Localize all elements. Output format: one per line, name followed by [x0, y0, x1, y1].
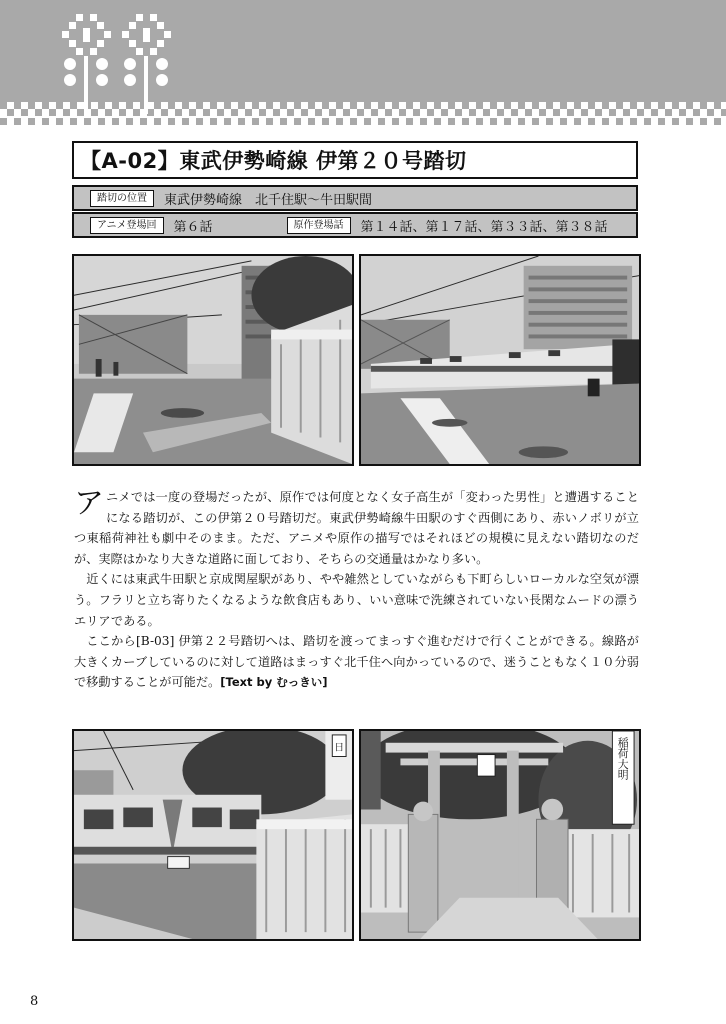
location-value: 東武伊勢崎線 北千住駅〜牛田駅間	[164, 192, 373, 208]
info-row-episodes	[72, 212, 638, 238]
shrine-banner-text: 稲荷大明	[616, 736, 630, 781]
photo-passing-train	[72, 729, 354, 941]
location-label: 踏切の位置	[90, 190, 154, 207]
spot-code: 【A-02】	[80, 149, 180, 173]
drop-cap: ア	[74, 486, 104, 521]
crossing-signal-icon	[62, 14, 174, 114]
photo-shrine-torii	[359, 729, 641, 941]
page-title	[80, 145, 467, 175]
photo-crossing-road	[72, 254, 354, 466]
anime-episode-label: アニメ登場回	[90, 217, 164, 234]
spot-title: 東武伊勢崎線 伊第２０号踏切	[179, 149, 467, 173]
crossing-sign-text: 日	[334, 742, 345, 754]
article-paragraph-1: アニメでは一度の登場だったが、原作では何度となく女子高生が「変わった男性」と遭遇することになる踏切が、この伊第２０号踏切だ。東武伊勢崎線牛田駅のすぐ西側にあり、赤いノボリが立つ東稲荷神社も劇中そのまま。ただ、アニメや原作の描写ではそれほどの規模に見えない踏切なのだが、実際はかなり大きな道路に面しており、そちらの交通量はかなり多い。	[74, 486, 639, 566]
original-episode-value: 第１４話、第１７話、第３３話、第３８話	[360, 219, 608, 235]
title-box	[72, 141, 638, 179]
anime-episode-value: 第６話	[173, 219, 213, 235]
info-row-location	[72, 185, 638, 211]
article-body	[74, 487, 639, 693]
text-credit: [Text by むっきい]	[220, 675, 328, 690]
article-paragraph-2: 近くには東武牛田駅と京成関屋駅があり、やや雑然としていながらも下町らしいローカルな空気が漂う。フラリと立ち寄りたくなるような飲食店もあり、いい意味で洗練されていない長閑なムードの漂うエリアである。	[74, 572, 639, 628]
page-number: 8	[30, 994, 39, 1009]
photo-train-crossing	[359, 254, 641, 466]
article-paragraph-3: ここから[B-03] 伊第２２号踏切へは、踏切を渡ってまっすぐ進むだけで行くことができる。線路が大きくカーブしているのに対して道路はまっすぐ北千住へ向かっているので、迷うこともなく１０分弱で移動することが可能だ。[Text by むっきい]	[74, 634, 639, 690]
original-episode-label: 原作登場話	[287, 217, 351, 234]
